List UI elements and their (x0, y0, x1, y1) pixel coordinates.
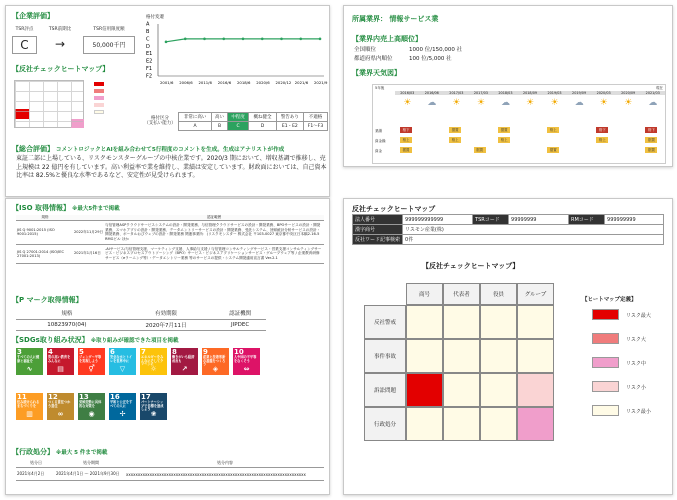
weather-year-label: 2020/09 (616, 91, 641, 95)
rating-history-chart (146, 20, 328, 88)
certification-panel (5, 198, 330, 495)
scale-header-cell: 概ね健全 (249, 113, 276, 122)
heatmap-cell (406, 339, 443, 373)
admin-header: 処分期間 (56, 459, 126, 468)
scale-header-cell: 不適格 (304, 113, 328, 122)
sdg-label: 産業と技術革新の基盤をつくろう (203, 355, 226, 367)
heatmap-col-header: 商号 (406, 283, 443, 305)
rank-value: 1000 位/150,000 社 (409, 47, 463, 53)
sdg-number: 9 (203, 348, 208, 356)
y-tick-label: B (146, 28, 150, 35)
weather-tag: 据置 (400, 147, 412, 153)
heatmap-cell (406, 373, 443, 407)
field-value: 999999999999 (403, 215, 473, 225)
credit-limit-box: 50,000千円 (83, 36, 135, 54)
weather-current-label: 現在 (656, 86, 663, 90)
sdg-number: 8 (172, 348, 177, 356)
weather-tag: 据置 (547, 147, 559, 153)
weather-tag: 格下 (596, 127, 608, 133)
admin-cell: 2021年4月2日 (16, 468, 56, 481)
weather-year-label: 2021/03 (640, 91, 665, 95)
scale-header-cell: 非常に高い (179, 113, 212, 122)
sun-icon: ☀ (550, 98, 559, 108)
sdg-goal-3 (16, 348, 43, 375)
antisocial-title: 反社チェックヒートマップ (352, 205, 436, 213)
x-tick-label: 2021/6 (294, 80, 309, 85)
sdg-goal-10 (233, 348, 260, 375)
sdg-label: 質の高い教育をみんなに (48, 355, 71, 363)
sun-icon: ☀ (452, 98, 461, 108)
sdg-goal-5 (78, 348, 105, 375)
sdg-label: 人や国の不平等をなくそう (234, 355, 257, 363)
heatmap-row-header: 反社警戒 (364, 305, 406, 339)
sdg-icon: ◉ (88, 409, 95, 418)
iso-row (16, 221, 324, 245)
industry-rank-title: 【業界内売上高順位】 (352, 35, 422, 43)
trend-arrow-icon: → (54, 37, 66, 51)
admin-note: ※最大 5 件まで掲載 (55, 450, 108, 456)
iso-date: 2022年11月29日 (74, 221, 104, 245)
iso-scope: -AIサービス/与信管理支援、マーケティング支援、人事給与支援 / 与信管理コンサルティングサービス・営業支援コンサルティングサービス・ビジネスプロセスアウトソーシング（BPO）サービス・ビジネスアプリケーションサービス・グループウェア等 / 企業教育研修サービス（eラーニング等）・データエントリー業務 等のサービスの提供・システム開発適用宣言書 Ver.2.1 (104, 244, 324, 263)
sdg-number: 10 (234, 348, 244, 356)
legend-swatch (592, 405, 619, 416)
legend-swatch (592, 333, 619, 344)
heatmap-row-header: 訴訟問題 (364, 373, 406, 407)
heatmap-cell (517, 373, 554, 407)
iso-date: 2021年1月16日 (74, 244, 104, 263)
legend-label: リスク最小 (626, 409, 651, 415)
scale-header-cell: 警告あり (276, 113, 303, 122)
heatmap-legend (592, 309, 672, 429)
y-tick-label: A (146, 21, 150, 28)
x-tick-label: 2020/6 (256, 80, 270, 85)
legend-swatch (592, 381, 619, 392)
heatmap-title: 【反社チェックヒートマップ】 (422, 262, 520, 270)
sdg-label: ジェンダー平等を実現しよう (79, 355, 102, 363)
pmark-title: 【P マーク取得情報】 (12, 296, 83, 304)
legend-label: リスク大 (626, 337, 646, 343)
weather-year-label: 2018/03 (493, 91, 518, 95)
scale-code-cell: B (212, 122, 228, 131)
sdg-label: 住み続けられるまちづくりを (17, 400, 40, 408)
sdgs-note: ※取り組みが確認できた項目を掲載 (90, 338, 179, 344)
weather-title: 【業界天気図】 (352, 69, 401, 77)
sdg-label: 気候変動に具体的な対策を (79, 400, 102, 408)
scale-header-cell: 中程度 (227, 113, 248, 122)
sdg-icon: ↗ (181, 364, 188, 373)
weather-period-label: 5年後 (375, 86, 385, 90)
heatmap-cell (443, 407, 480, 441)
legend-label: リスク小 (626, 385, 646, 391)
weather-tag: 格下 (645, 127, 657, 133)
heatmap-cell (517, 407, 554, 441)
heatmap-small-legend (94, 82, 104, 114)
weather-year-label: 2019/09 (567, 91, 592, 95)
sun-icon: ☀ (403, 98, 412, 108)
industry-rank-list (354, 46, 462, 65)
weather-tag: 格上 (498, 137, 510, 143)
iso-title: 【ISO 取得情報】 (12, 204, 71, 212)
rank-row-national (354, 46, 462, 55)
sdg-goal-13 (78, 393, 105, 420)
admin-header: 処分日 (16, 459, 56, 468)
antisocial-info-table (352, 214, 664, 245)
summary-title: 【総合評価】 (12, 145, 54, 153)
sdg-number: 17 (141, 393, 151, 401)
industry-panel (343, 5, 673, 167)
heatmap-row-header: 行政処分 (364, 407, 406, 441)
pmark-header: 認証機関 (214, 307, 266, 320)
x-tick-label: 2016/6 (217, 80, 232, 85)
field-label: 反社ワード記事検索 (353, 235, 403, 245)
sun-icon: ☀ (525, 98, 535, 108)
iso-header: 規格 (16, 215, 74, 221)
iso-row (16, 244, 324, 263)
weather-year-label: 2017/03 (469, 91, 494, 95)
sdg-icon: ❀ (150, 409, 157, 418)
legend-swatch (94, 110, 104, 114)
sdg-icon: ⇔ (243, 364, 250, 373)
weather-tag: 据置 (449, 127, 461, 133)
scale-code-cell: F1〜F3 (304, 122, 328, 131)
info-row (353, 235, 664, 245)
sun-icon: ☀ (599, 98, 608, 108)
industry-header: 所属業界： 情報サービス業 (352, 15, 439, 23)
sdg-label: すべての人に健康と福祉を (17, 355, 40, 363)
pmark-row (16, 320, 266, 331)
sdg-label: 働きがいも経済成長も (172, 355, 195, 363)
sdg-goal-11 (16, 393, 43, 420)
iso-heading (12, 203, 120, 213)
rating-point (184, 38, 187, 41)
rank-label: 全国順位 (354, 47, 377, 53)
pmark-header-row (16, 307, 266, 320)
rating-scale-table (178, 112, 328, 131)
sdg-number: 5 (79, 348, 84, 356)
field-label: TSRコード (473, 215, 509, 225)
iso-note: ※最大5件まで掲載 (71, 206, 120, 212)
weather-tag: 格上 (449, 137, 461, 143)
scale-code-cell: E1・E2 (276, 122, 303, 131)
heatmap-cell (517, 339, 554, 373)
pmark-table (16, 307, 266, 331)
admin-row (16, 468, 324, 481)
pmark-cell: 10823970(04) (16, 320, 118, 331)
summary-subtitle: コメントロジックとAIを組み合わせて5行程度のコメントを生成。生成はアナリストが作成 (55, 147, 285, 153)
summary-body: 東証二部に上場している、リスクモンスターグループの中核企業です。2020/3 期において、増収基調で推移し、売上規模は 22 億円を有しています。高い利益率で業を維持し、業績は安定しています。財政面においては、自己資本比率は 82.5%と優良な水準であるなど、安定性が見受けられます。 (16, 155, 327, 180)
field-value: 0件 (403, 235, 664, 245)
weather-chart (372, 84, 666, 164)
field-value: 999999999 (605, 215, 664, 225)
legend-swatch (94, 96, 104, 100)
rating-point (242, 38, 245, 41)
tsr-prev-label: TSR前期比 (48, 27, 72, 32)
sdg-icon: ⚥ (88, 364, 95, 373)
x-tick-label: 2006/6 (179, 80, 193, 85)
heatmap-cell (517, 305, 554, 339)
weather-year-label: 2019/03 (542, 91, 567, 95)
sdg-label: パートナーシップで目標を達成しよう (141, 400, 164, 412)
weather-tag: 格上 (400, 137, 412, 143)
weather-row-label: 業績 (375, 129, 382, 133)
scale-code-cell: D (249, 122, 276, 131)
pmark-cell: JIPDEC (214, 320, 266, 331)
admin-heading (12, 447, 107, 457)
legend-swatch (94, 89, 104, 93)
cloud-icon: ☁ (574, 98, 584, 108)
heatmap-cell (443, 305, 480, 339)
cloud-icon: ☁ (648, 98, 658, 108)
rating-point (222, 38, 225, 41)
sdg-number: 11 (17, 393, 27, 401)
heatmap-row-header: 事件事故 (364, 339, 406, 373)
heatmap-cell (443, 339, 480, 373)
weather-year-label: 2016/06 (420, 91, 445, 95)
weather-row-label: 資金繰 (375, 139, 386, 143)
sun-icon: ☀ (476, 98, 485, 108)
legend-swatch (592, 309, 619, 320)
sdg-icon: ✢ (119, 409, 126, 418)
heatmap-cell (480, 305, 517, 339)
scale-code-cell: C (227, 122, 248, 131)
sdgs-heading (12, 335, 179, 345)
weather-tag: 格上 (596, 137, 608, 143)
admin-title: 【行政処分】 (12, 448, 54, 456)
rating-point (299, 38, 302, 41)
tsr-score-label: TSR評点 (15, 27, 34, 32)
info-row (353, 215, 664, 225)
rating-point (165, 41, 168, 44)
pmark-header: 規格 (16, 307, 118, 320)
sun-icon: ☀ (624, 98, 633, 108)
scale-code-cell: A (179, 122, 212, 131)
rating-point (203, 38, 206, 41)
sdg-label: 平和と公正をすべての人に (110, 400, 133, 408)
iso-std: JIS Q 9001:2015 (ISO 9001:2015) (16, 221, 74, 245)
iso-scope: 与信管理ASPクラウドサービスシステムの設計・開発業務、与信管理クラウドサービスの設計・開発業務、BPOサービスの設計・開発業務、スマホアプリの設計・開発業務、データエントリーサービスの設計・開発業務、受託システム、回帰統計分析サービスの設計・開発業務、ポータルおびウェブの設計・開発業務 関連事業所：(リスクモンスター 株式会社 〒103-0027 東京都中央区日本橋2-16-5 RMGビル ほか (104, 221, 324, 245)
weather-row-label: 資金 (375, 149, 382, 153)
sdg-label: つくる責任つかう責任 (48, 400, 71, 408)
admin-header-row (16, 459, 324, 468)
sdg-goal-6 (109, 348, 136, 375)
sdg-label: エネルギーをみんなにそしてクリーンに (141, 355, 164, 367)
sdg-icon: ∿ (26, 364, 33, 373)
y-tick-label: F2 (146, 73, 153, 80)
weather-year-label: 2018/09 (518, 91, 543, 95)
sdg-goal-17 (140, 393, 167, 420)
sdg-icon: ▤ (57, 364, 64, 373)
heatmap-col-header: 役員 (480, 283, 517, 305)
y-tick-label: F1 (146, 66, 153, 73)
scale-header-cell: 高い (212, 113, 228, 122)
info-row (353, 225, 664, 235)
y-tick-label: C (146, 36, 150, 43)
y-tick-label: E1 (146, 51, 153, 58)
weather-tag: 据置 (498, 127, 510, 133)
legend-label: リスク中 (626, 361, 646, 367)
weather-tag: 据置 (645, 147, 657, 153)
summary-heading (12, 144, 327, 154)
rating-chart-title: 格付変遷 (146, 15, 164, 20)
tsr-limit-label: TSR信用限度額 (93, 27, 125, 32)
heatmap-cell (480, 373, 517, 407)
heatmap-col-header: 代表者 (443, 283, 480, 305)
antisocial-panel (343, 198, 673, 495)
rank-label: 都道府県内順位 (354, 56, 393, 63)
heatmap-cell (480, 339, 517, 373)
admin-cell: 2021年4月1日 〜 2021年9月30日 (56, 468, 126, 481)
rating-point (319, 38, 322, 41)
sdgs-title: 【SDGs取り組み状況】 (12, 336, 89, 344)
weather-year-label: 2020/03 (591, 91, 616, 95)
pmark-cell: 2020年7月11日 (118, 320, 214, 331)
weather-tag: 据置 (474, 147, 486, 153)
sdg-icon: ▽ (119, 364, 126, 373)
rank-row-prefecture (354, 55, 462, 64)
company-evaluation-panel (5, 5, 330, 197)
iso-header: 認証範囲 (104, 215, 324, 221)
admin-table (16, 459, 324, 481)
company-eval-title: 【企業評価】 (12, 12, 54, 20)
heatmap-small-thumbnail (14, 80, 132, 128)
field-value: 99999999 (509, 215, 569, 225)
iso-table (16, 215, 324, 264)
field-label: 法人番号 (353, 215, 403, 225)
admin-header: 処分内容 (126, 459, 324, 468)
legend-label: リスク最大 (626, 313, 651, 319)
grade-box: C (12, 36, 37, 54)
field-label: RMコード (569, 215, 605, 225)
sdg-icon: ▥ (26, 409, 33, 418)
heatmap-small-grid (14, 80, 84, 128)
scale-label (144, 116, 176, 127)
admin-cell: xxxxxxxxxxxxxxxxxxxxxxxxxxxxxxxxxxxxxxxxxxxxxxxxxxxxxxxxxxxxxxxxxxxxxxxxxxxx (126, 468, 324, 481)
scale-header-row (179, 113, 328, 122)
scale-label-line2: （支払い能力） (144, 121, 176, 127)
heatmap-col-header: グループ (517, 283, 554, 305)
rank-value: 100 位/5,000 社 (409, 56, 452, 63)
cloud-icon: ☁ (427, 98, 437, 108)
sdgs-goals-grid (16, 348, 326, 424)
sdg-goal-4 (47, 348, 74, 375)
legend-swatch (94, 103, 104, 107)
sdg-number: 16 (110, 393, 120, 401)
sdg-icon: ∞ (57, 409, 64, 418)
x-tick-label: 2001/6 (160, 80, 174, 85)
field-value: リスモン産業(株) (403, 225, 664, 235)
sdg-number: 7 (141, 348, 146, 356)
x-tick-label: 2018/6 (237, 80, 251, 85)
scale-code-row (179, 122, 328, 131)
heatmap-cell (480, 407, 517, 441)
rating-point (261, 38, 264, 41)
sdg-number: 6 (110, 348, 115, 356)
sdg-number: 4 (48, 348, 53, 356)
heatmap-cell (443, 373, 480, 407)
y-tick-label: E2 (146, 58, 153, 65)
x-tick-label: 2020/12 (275, 80, 292, 85)
x-tick-label: 2011/6 (198, 80, 212, 85)
rating-point (280, 38, 283, 41)
x-tick-label: 2021/9 (314, 80, 328, 85)
field-label: 漢字商号 (353, 225, 403, 235)
iso-std: JIS Q 27001:2014 (ISO/IEC 27001:2013) (16, 244, 74, 263)
legend-swatch (592, 357, 619, 368)
cloud-icon: ☁ (500, 98, 510, 108)
scale-label-line1: 格付区分 (151, 116, 169, 121)
legend-swatch (94, 82, 104, 86)
sdg-icon: ◈ (212, 364, 219, 373)
pmark-header: 有効期限 (118, 307, 214, 320)
sdg-number: 3 (17, 348, 22, 356)
sdg-number: 13 (79, 393, 89, 401)
weather-year-label: 2017/03 (444, 91, 469, 95)
y-tick-label: D (146, 43, 150, 50)
sdg-number: 12 (48, 393, 58, 401)
sdg-label: 安全な水とトイレを世界中に (110, 355, 133, 363)
weather-tag: 据置 (645, 137, 657, 143)
weather-tag: 格下 (400, 127, 412, 133)
sdg-goal-7 (140, 348, 167, 375)
heatmap-small-title: 【反社チェックヒートマップ】 (12, 65, 110, 73)
legend-title: 【ヒートマップ定義】 (582, 297, 637, 303)
heatmap-small-gridlines (15, 81, 83, 127)
sdg-icon: ☼ (150, 364, 157, 373)
sdg-goal-16 (109, 393, 136, 420)
sdg-goal-12 (47, 393, 74, 420)
weather-tag: 格上 (547, 127, 559, 133)
heatmap-cell (406, 407, 443, 441)
weather-year-label: 2016/03 (395, 91, 420, 95)
sdg-goal-8 (171, 348, 198, 375)
heatmap-cell (406, 305, 443, 339)
antisocial-heatmap (364, 283, 564, 483)
sdg-goal-9 (202, 348, 229, 375)
